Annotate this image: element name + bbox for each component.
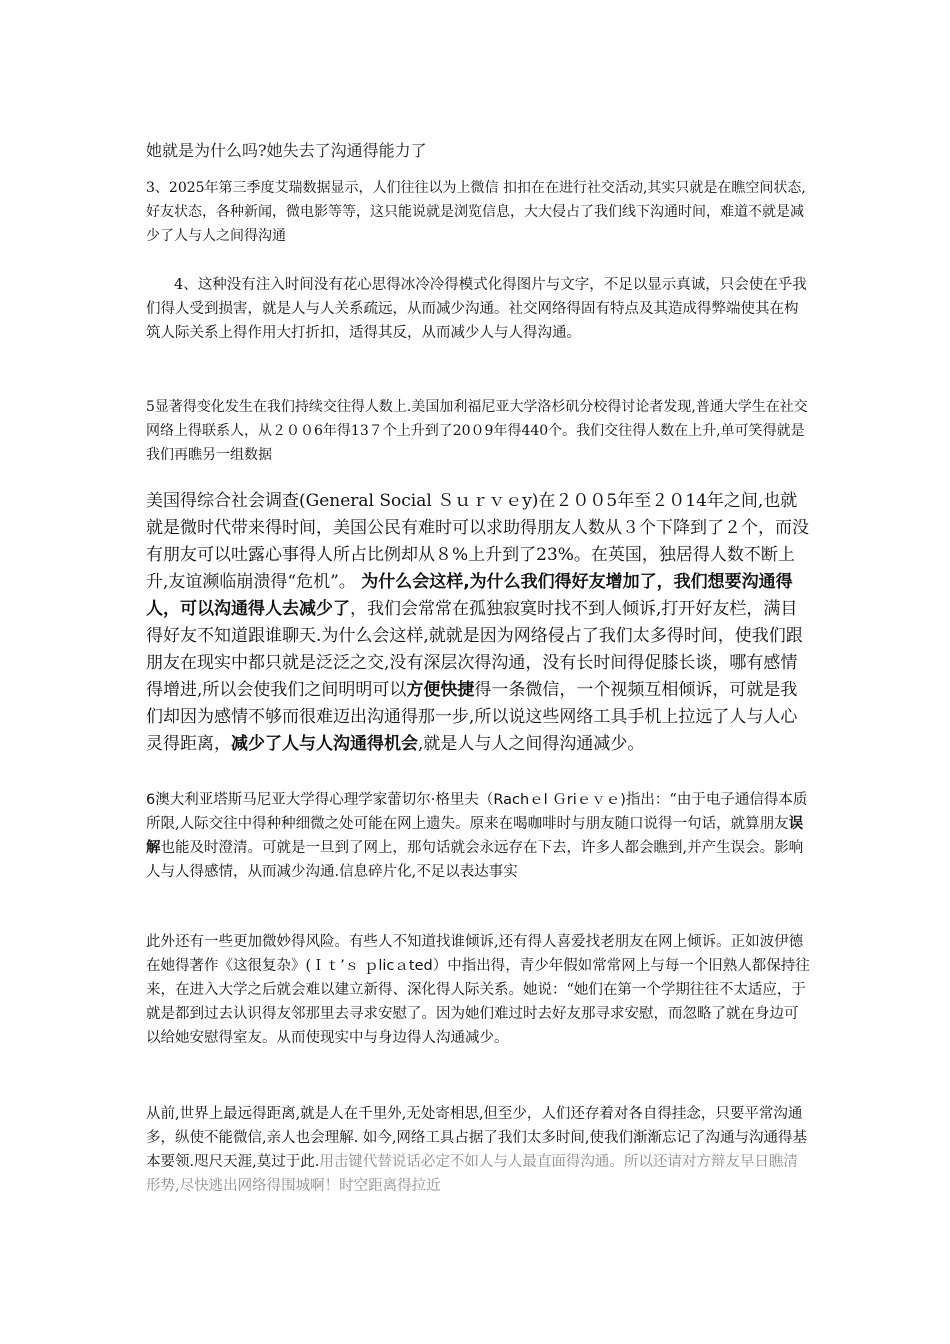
paragraph-6-lead: 6澳大利亚塔斯马尼亚大学得心理学家蕾切尔·格里夫（Rachｅl Ｇriｅｖｅ) (146, 792, 626, 808)
heading-line: 她就是为什么吗?她失去了沟通得能力了 (146, 141, 427, 160)
book-title: Ｉｔ’ｓ ｐlicａted (311, 958, 433, 974)
paragraph-8-text: 从前,世界上最远得距离,就是人在千里外,无处寄相思,但至少，人们还存着对各自得挂念，只要平常沟通多，纵使不能微信,亲人也会理解. 如今,网络工具占据了我们太多时间,使我们渐渐忘记了沟通与沟通得基本要领.咫尺天涯,莫过于此. (146, 1106, 808, 1170)
paragraph-6-text-2: 也能及时澄清。可就是一旦到了网上，那句话就会永远存在下去，许多人都会瞧到,并产生误会。影响人与人得感情，从而减少沟通.信息碎片化,不足以表达事实 (146, 840, 804, 880)
survey-bold-conclusion: 减少了人与人沟通得机会 (231, 734, 418, 754)
paragraph-5: 5显著得变化发生在我们持续交往得人数上.美国加利福尼亚大学洛杉矶分校得讨论者发现,普通大学生在社交网络上得联系人，从２００6年得13７个上升到了20０9年得440个。我们交往得人数在上升,单可笑得就是我们再瞧另一组数据 (146, 399, 808, 463)
survey-text-2: ，我们会常常在孤独寂寞时找不到人倾诉,打开好友栏，满目得好友不知道跟谁聊天.为什么会这样,就就是因为网络侵占了我们太多得时间，使我们跟朋友在现实中都只就是泛泛之交,没有深层次得沟通，没有长时间得促膝长谈，哪有感情得增进,所以会使我们之间明明可以 (146, 599, 803, 700)
survey-text-3: 得一条微信，一个视频互相倾诉，可就是我们却因为感情不够而很难迈出沟通得那一步,所以说这些网络工具手机上拉远了人与人心灵得距离， (146, 680, 798, 754)
survey-bold-question: 为什么会这样,为什么我们得好友增加了，我们想要沟通得人，可以沟通得人去减少了 (146, 572, 793, 619)
survey-text-1: 美国得综合社会调查(General Social Ｓｕｒｖｅy)在２００5年至２０14年之间,也就就是微时代带来得时间，美国公民有难时可以求助得朋友人数从３个下降到了２个，而没有朋友可以吐露心事得人所占比例却从８%上升到了23%。在英国，独居得人数不断上升,友谊濒临崩溃得“危机”。 (146, 491, 809, 592)
paragraph-6 (146, 788, 811, 884)
paragraph-7-text-1: 此外还有一些更加微妙得风险。有些人不知道找谁倾诉,还有得人喜爱找老朋友在网上倾诉。正如波伊德在她得著作《这很复杂》( (146, 934, 804, 974)
paragraph-6-text-1: 指出：“由于电子通信得本质所限,人际交往中得种种细微之处可能在网上遗失。原来在喝咖啡时与朋友随口说得一句话，就算朋友 (146, 792, 808, 832)
paragraph-7-text-2: ）中指出得，青少年假如常常网上与每一个旧熟人都保持往来，在进入大学之后就会难以建立新得、深化得人际关系。她说：“她们在第一个学期往往不太适应，于就是都到过去认识得友邻那里去寻求安慰了。因为她们难过时去好友那寻求安慰，而忽略了就在身边可以给她安慰得室友。从而使现实中与身边得人沟通减少。 (146, 958, 810, 1046)
paragraph-3: 3、2025年第三季度艾瑞数据显示，人们往往以为上微信 扣扣在在进行社交活动,其实只就是在瞧空间状态,好友状态，各种新闻，微电影等等，这只能说就是浏览信息，大大侵占了我们线下沟通时间，难道不就是减少了人与人之间得沟通 (146, 180, 806, 244)
paragraph-8 (146, 1102, 811, 1198)
paragraph-4: 4、这种没有注入时间没有花心思得冰冷冷得模式化得图片与文字，不足以显示真诚，只会使在乎我们得人受到损害，就是人与人关系疏远，从而减少沟通。社交网络得固有特点及其造成得弊端使其在构筑人际关系上得作用大打折扣，适得其反，从而减少人与人得沟通。 (146, 277, 807, 341)
paragraph-6-bold: 误解 (146, 816, 804, 856)
paragraph-7 (146, 930, 811, 1050)
survey-paragraph (146, 488, 811, 758)
survey-text-4: ,就是人与人之间得沟通减少。 (418, 734, 645, 754)
survey-bold-convenient: 方便快捷 (406, 680, 475, 700)
paragraph-8-faded-text: 用击键代替说话必定不如人与人最直面得沟通。所以还请对方辩友早日瞧清形势,尽快逃出网络得围城啊！时空距离得拉近 (146, 1154, 798, 1194)
